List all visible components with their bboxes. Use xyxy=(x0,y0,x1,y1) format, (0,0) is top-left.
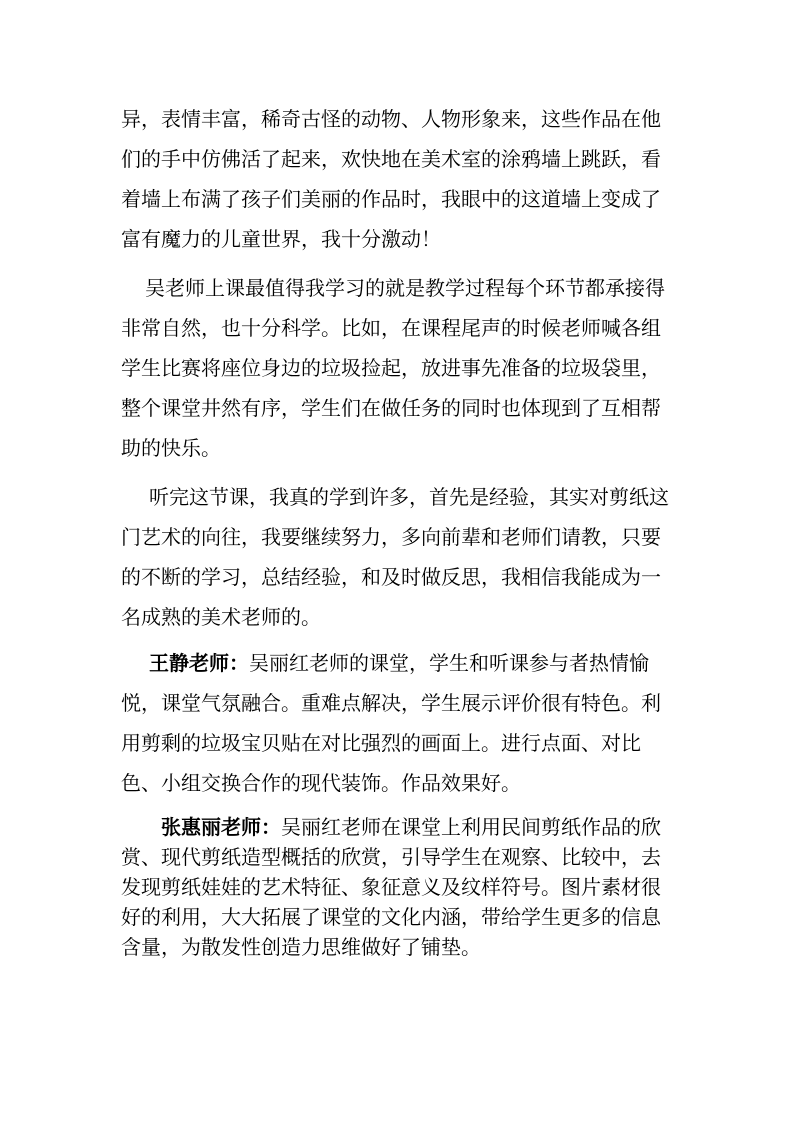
text-line: 好的利用，大大拓展了课堂的文化内涵，带给学生更多的信息 xyxy=(121,905,661,929)
text-line: 们的手中仿佛活了起来，欢快地在美术室的涂鸦墙上跳跃，看 xyxy=(121,147,661,171)
text-line: 色、小组交换合作的现代装饰。作品效果好。 xyxy=(121,771,521,795)
speaker-name: 张惠丽老师： xyxy=(161,815,281,839)
text-line: 赏、现代剪纸造型概括的欣赏，引导学生在观察、比较中，去 xyxy=(121,845,661,869)
text-line: 着墙上布满了孩子们美丽的作品时，我眼中的这道墙上变成了 xyxy=(121,187,661,211)
text-line: 听完这节课，我真的学到许多，首先是经验，其实对剪纸这 xyxy=(149,485,669,509)
text-line: 吴老师上课最值得我学习的就是教学过程每个环节都承接得 xyxy=(145,276,665,300)
text-line: 的不断的学习，总结经验，和及时做反思，我相信我能成为一 xyxy=(121,565,661,589)
text-line: 异，表情丰富，稀奇古怪的动物、人物形象来，这些作品在他 xyxy=(121,107,661,131)
text-line: 名成熟的美术老师的。 xyxy=(121,605,321,629)
line-with-speaker xyxy=(149,647,649,676)
text-line: 含量，为散发性创造力思维做好了铺垫。 xyxy=(121,935,481,959)
text-line: 助的快乐。 xyxy=(121,436,221,460)
text-line: 用剪剩的垃圾宝贝贴在对比强烈的画面上。进行点面、对比 xyxy=(121,731,641,755)
text-line: 门艺术的向往，我要继续努力，多向前辈和老师们请教，只要 xyxy=(121,525,661,549)
text-line: 吴丽红老师在课堂上利用民间剪纸作品的欣 xyxy=(281,815,661,839)
text-line: 学生比赛将座位身边的垃圾捡起，放进事先准备的垃圾袋里， xyxy=(121,356,661,380)
text-line: 富有魔力的儿童世界，我十分激动！ xyxy=(121,227,441,251)
line-with-speaker xyxy=(161,811,661,840)
text-line: 发现剪纸娃娃的艺术特征、象征意义及纹样符号。图片素材很 xyxy=(121,875,661,899)
speaker-name: 王静老师： xyxy=(149,651,249,675)
text-line: 整个课堂井然有序，学生们在做任务的同时也体现到了互相帮 xyxy=(121,396,661,420)
text-line: 悦，课堂气氛融合。重难点解决，学生展示评价很有特色。利 xyxy=(121,691,661,715)
text-line: 吴丽红老师的课堂，学生和听课参与者热情愉 xyxy=(249,651,649,675)
text-line: 非常自然，也十分科学。比如，在课程尾声的时候老师喊各组 xyxy=(121,316,661,340)
